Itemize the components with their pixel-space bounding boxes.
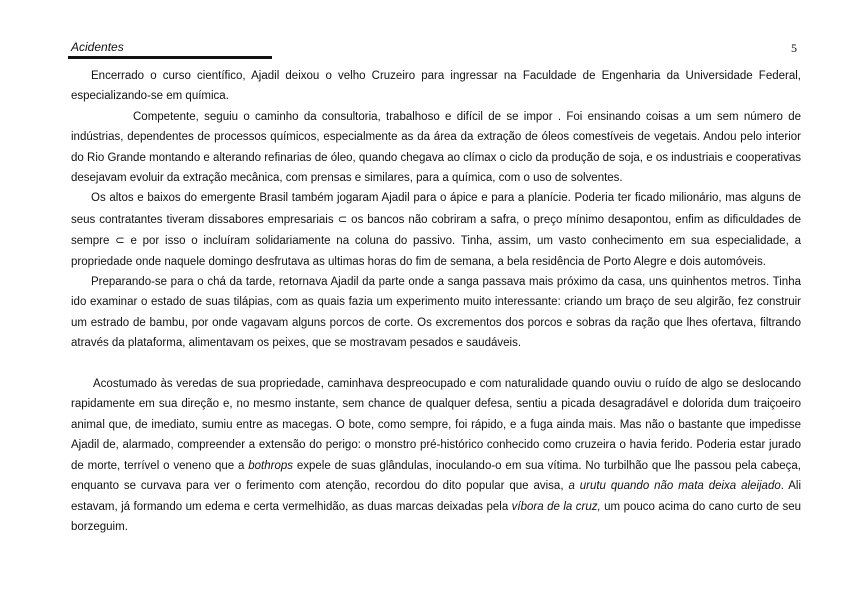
paragraph-5-text-d: um pouco acima do cano curto de seu borzeguim. (71, 500, 801, 533)
italic-saying: a urutu quando não mata deixa aleijado (568, 480, 781, 493)
subset-symbol: ⊂ (115, 233, 125, 248)
page-number: 5 (791, 41, 797, 55)
header-rule (68, 56, 272, 59)
italic-vibora: víbora de la cruz, (511, 500, 601, 513)
paragraph-3-text-b: os bancos não cobriram a safra, o preço mínimo desapontou, enfim as dificuldades de sempre (71, 213, 801, 248)
paragraph-3-text-a: Os altos e baixos do emergente Brasil também jogaram Ajadil para o ápice e para a planície. Poderia ter ficado milionário, mas alguns de seus contratantes tiveram dissabores empresariais (71, 192, 801, 226)
body-text (71, 66, 801, 537)
paragraph-3-text-c: e por isso o incluíram solidariamente na coluna do passivo. Tinha, assim, um vasto conhecimento em sua especialidade, a propriedade onde naquele domingo desfrutava as ultimas horas do fim de semana, a bela residência de Porto Alegre e dois automóveis. (71, 235, 801, 268)
italic-bothrops: bothrops (248, 459, 294, 472)
subset-symbol: ⊂ (337, 211, 348, 226)
paragraph-3 (71, 188, 801, 272)
paragraph-4: Preparando-se para o chá da tarde, retornava Ajadil da parte onde a sanga passava mais próximo da casa, uns quinhentos metros. Tinha ido examinar o estado de suas tilápias, com as quais fazia um experimento muito interessante: criando um braço de seu algirão, fez construir um estrado de bambu, por onde vagavam alguns porcos de corte. Os excrementos dos porcos e sobras da ração que lhes ofertava, filtrando através da plataforma, alimentavam os peixes, que se mostravam pesados e saudáveis. (71, 276, 801, 350)
paragraph-5-text-c: . Ali estavam, já formando um edema e certa vermelhidão, as duas marcas deixadas pela (71, 480, 801, 513)
paragraph-1: Encerrado o curso científico, Ajadil deixou o velho Cruzeiro para ingressar na Faculdade de Engenharia da Universidade Federal, especializando-se em química. (71, 70, 801, 103)
running-header-title: Acidentes (71, 40, 124, 54)
paragraph-2: Competente, seguiu o caminho da consultoria, trabalhoso e difícil de se impor . Foi ensinando coisas a um sem número de indústrias, dependentes de processos químicos, especialmente as da área da extração de óleos comestíveis de vegetais. Andou pelo interior do Rio Grande montando e alterando refinarias de óleo, quando chegava ao clímax o ciclo da produção de soja, e os industriais e cooperativas desejavam evoluir da extração mecânica, com prensas e similares, para a química, com o uso de solventes. (71, 110, 801, 185)
paragraph-5-text-b: expele de suas glândulas, inoculando-o em sua vítima. No turbilhão que lhe passou pela cabeça, enquanto se curvava para ver o ferimento com atenção, recordou do dito popular que avisa, (71, 459, 801, 493)
paragraph-5 (71, 374, 801, 537)
paragraph-5-text-a: Acostumado às veredas de sua propriedade, caminhava despreocupado e com naturalidade quando ouviu o ruído de algo se deslocando rapidamente em sua direção e, no mesmo instante, sem chance de qualquer defesa, sentiu a picada desagradável e dolorida dum traiçoeiro animal que, de imediato, sumiu entre as macegas. O bote, como sempre, foi rápido, e a fuga ainda mais. Mas não o bastante que impedisse Ajadil de, alarmado, compreender a extensão do perigo: o monstro pré-histórico conhecido como cruzeira o havia ferido. Poderia estar jurado de morte, terrível o veneno que a (71, 378, 801, 472)
